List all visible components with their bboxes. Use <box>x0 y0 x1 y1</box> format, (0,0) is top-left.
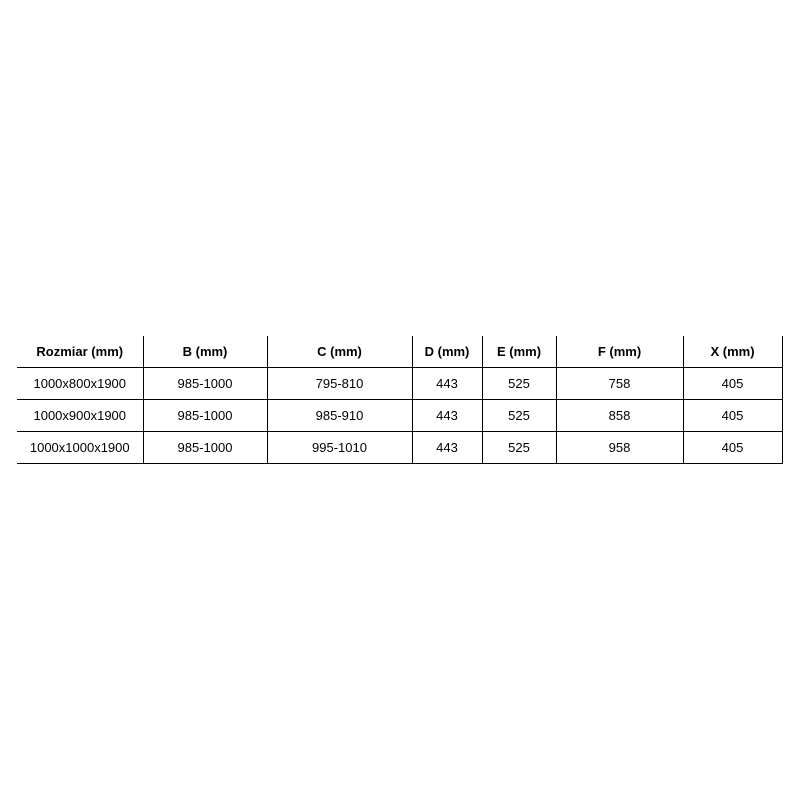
cell-e: 525 <box>482 432 556 464</box>
cell-b: 985-1000 <box>143 432 267 464</box>
table-row <box>17 432 782 464</box>
table-row <box>17 368 782 400</box>
column-header-f: F (mm) <box>556 336 683 368</box>
cell-x: 405 <box>683 432 782 464</box>
cell-x: 405 <box>683 368 782 400</box>
cell-d: 443 <box>412 432 482 464</box>
column-header-e: E (mm) <box>482 336 556 368</box>
cell-x: 405 <box>683 400 782 432</box>
table-row <box>17 400 782 432</box>
cell-b: 985-1000 <box>143 368 267 400</box>
cell-c: 795-810 <box>267 368 412 400</box>
cell-rozmiar: 1000x800x1900 <box>17 368 143 400</box>
column-header-c: C (mm) <box>267 336 412 368</box>
size-spec-table <box>17 336 783 464</box>
cell-rozmiar: 1000x900x1900 <box>17 400 143 432</box>
column-header-x: X (mm) <box>683 336 782 368</box>
cell-rozmiar: 1000x1000x1900 <box>17 432 143 464</box>
cell-c: 985-910 <box>267 400 412 432</box>
cell-e: 525 <box>482 368 556 400</box>
column-header-b: B (mm) <box>143 336 267 368</box>
table-header-row <box>17 336 782 368</box>
cell-b: 985-1000 <box>143 400 267 432</box>
column-header-d: D (mm) <box>412 336 482 368</box>
cell-f: 858 <box>556 400 683 432</box>
cell-x: 958 <box>556 432 683 464</box>
cell-d: 443 <box>412 400 482 432</box>
cell-d: 443 <box>412 368 482 400</box>
cell-f: 758 <box>556 368 683 400</box>
cell-c: 995-1010 <box>267 432 412 464</box>
cell-e: 525 <box>482 400 556 432</box>
column-header-rozmiar: Rozmiar (mm) <box>17 336 143 368</box>
